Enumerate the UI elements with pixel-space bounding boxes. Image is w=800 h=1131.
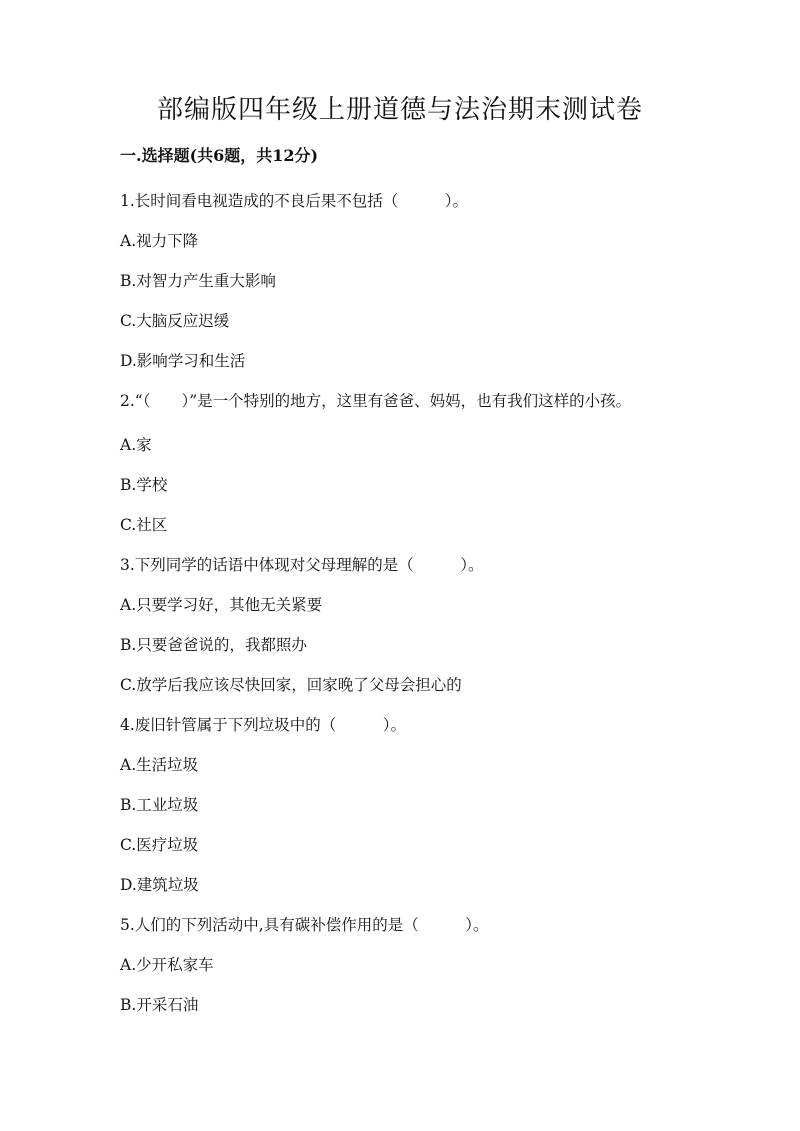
- question-1-option-b: B.对智力产生重大影响: [120, 272, 276, 290]
- question-4-stem: 4.废旧针管属于下列垃圾中的（ ）。: [120, 716, 407, 734]
- question-1-option-d: D.影响学习和生活: [120, 352, 246, 370]
- page-title: 部编版四年级上册道德与法治期末测试卷: [156, 95, 643, 125]
- question-3-option-c: C.放学后我应该尽快回家，回家晚了父母会担心的: [120, 676, 462, 694]
- question-1-option-a: A.视力下降: [120, 232, 199, 250]
- question-4-option-a: A.生活垃圾: [120, 756, 199, 774]
- question-1-stem: 1.长时间看电视造成的不良后果不包括（ ）。: [120, 192, 469, 210]
- section-heading: 一.选择题(共6题，共12分): [120, 146, 319, 165]
- question-list: [120, 190, 680, 1034]
- question-4-option-d: D.建筑垃圾: [120, 876, 199, 894]
- question-2-stem: 2.“（ ）”是一个特别的地方，这里有爸爸、妈妈，也有我们这样的小孩。: [120, 392, 632, 410]
- question-3-option-a: A.只要学习好，其他无关紧要: [120, 596, 323, 614]
- question-2-option-c: C.社区: [120, 516, 168, 534]
- question-3-stem: 3.下列同学的话语中体现对父母理解的是（ ）。: [120, 556, 484, 574]
- question-2-option-a: A.家: [120, 436, 152, 454]
- question-3-option-b: B.只要爸爸说的，我都照办: [120, 636, 307, 654]
- question-2-option-b: B.学校: [120, 476, 168, 494]
- question-5-option-a: A.少开私家车: [120, 956, 214, 974]
- question-5-option-b: B.开采石油: [120, 996, 199, 1014]
- question-4-option-c: C.医疗垃圾: [120, 836, 199, 854]
- question-1-option-c: C.大脑反应迟缓: [120, 312, 230, 330]
- question-4-option-b: B.工业垃圾: [120, 796, 199, 814]
- question-5-stem: 5.人们的下列活动中,具有碳补偿作用的是（ ）。: [120, 916, 489, 934]
